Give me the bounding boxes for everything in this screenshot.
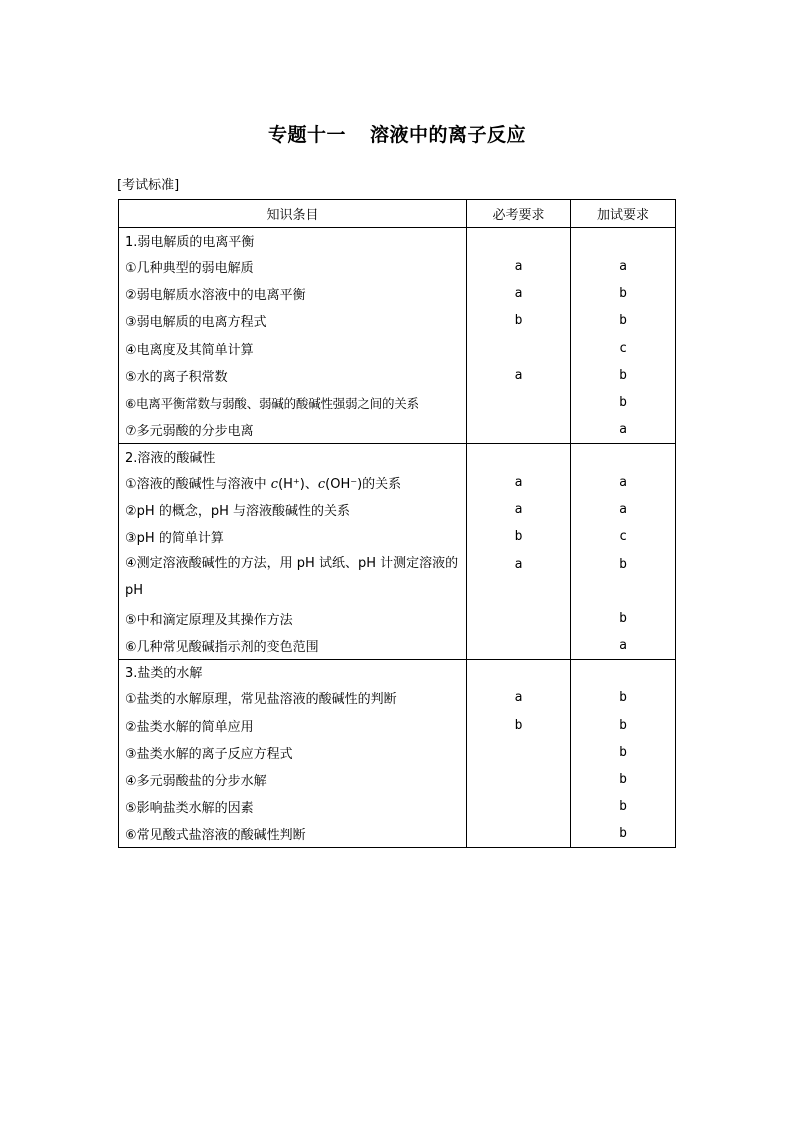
section-heading: 3.盐类的水解 bbox=[119, 659, 467, 684]
required-level bbox=[467, 793, 571, 820]
advanced-level: a bbox=[571, 496, 676, 523]
advanced-level: a bbox=[571, 469, 676, 496]
item-text: ③pH 的简单计算 bbox=[119, 523, 467, 550]
item-text: ④测定溶液酸碱性的方法，用 pH 试纸、pH 计测定溶液的 pH bbox=[119, 550, 467, 604]
required-level bbox=[467, 389, 571, 416]
table-row bbox=[119, 389, 676, 416]
item-text: ②盐类水解的简单应用 bbox=[119, 711, 467, 738]
table-row bbox=[119, 739, 676, 766]
advanced-level: b bbox=[571, 766, 676, 793]
advanced-level: b bbox=[571, 739, 676, 766]
exam-standard-table bbox=[118, 199, 676, 848]
advanced-level: b bbox=[571, 362, 676, 389]
section-heading: 2.溶液的酸碱性 bbox=[119, 444, 467, 469]
page-title bbox=[0, 120, 794, 147]
item-text: ⑤水的离子积常数 bbox=[119, 362, 467, 389]
required-level: b bbox=[467, 523, 571, 550]
title-part-2: 溶液中的离子反应 bbox=[370, 124, 527, 146]
item-text: ③弱电解质的电离方程式 bbox=[119, 307, 467, 334]
advanced-level: b bbox=[571, 550, 676, 604]
advanced-level: c bbox=[571, 334, 676, 361]
item-text: ⑤影响盐类水解的因素 bbox=[119, 793, 467, 820]
required-level: a bbox=[467, 469, 571, 496]
table-row bbox=[119, 496, 676, 523]
table-row bbox=[119, 711, 676, 738]
section-heading-row bbox=[119, 659, 676, 684]
advanced-level: b bbox=[571, 684, 676, 711]
item-text: ③盐类水解的离子反应方程式 bbox=[119, 739, 467, 766]
item-text-part: (OH⁻)的关系 bbox=[325, 476, 402, 492]
required-level bbox=[467, 821, 571, 848]
concentration-symbol: c bbox=[270, 476, 279, 492]
table-row bbox=[119, 469, 676, 496]
required-level: a bbox=[467, 684, 571, 711]
advanced-level: b bbox=[571, 604, 676, 631]
concentration-symbol: c bbox=[317, 476, 326, 492]
exam-standard-label: [考试标准] bbox=[117, 178, 180, 193]
required-level: a bbox=[467, 362, 571, 389]
required-level bbox=[467, 416, 571, 443]
table-row bbox=[119, 766, 676, 793]
table-row bbox=[119, 604, 676, 631]
item-text: ②弱电解质水溶液中的电离平衡 bbox=[119, 280, 467, 307]
item-text: ①盐类的水解原理，常见盐溶液的酸碱性的判断 bbox=[119, 684, 467, 711]
item-text: ④电离度及其简单计算 bbox=[119, 334, 467, 361]
advanced-level: c bbox=[571, 523, 676, 550]
table-row bbox=[119, 416, 676, 443]
advanced-level: b bbox=[571, 307, 676, 334]
item-text: ④多元弱酸盐的分步水解 bbox=[119, 766, 467, 793]
advanced-level: a bbox=[571, 632, 676, 659]
advanced-level: a bbox=[571, 253, 676, 280]
section-heading-row bbox=[119, 228, 676, 253]
required-level: a bbox=[467, 253, 571, 280]
required-level: b bbox=[467, 711, 571, 738]
title-part-1: 专题十一 bbox=[267, 124, 346, 146]
item-text: ⑥几种常见酸碱指示剂的变色范围 bbox=[119, 632, 467, 659]
item-text: ⑥电离平衡常数与弱酸、弱碱的酸碱性强弱之间的关系 bbox=[119, 389, 467, 416]
table-row bbox=[119, 280, 676, 307]
item-text-part: ①溶液的酸碱性与溶液中 bbox=[125, 476, 271, 492]
item-text bbox=[119, 469, 467, 496]
advanced-level: b bbox=[571, 389, 676, 416]
section-heading-row bbox=[119, 444, 676, 469]
advanced-level: b bbox=[571, 280, 676, 307]
required-level bbox=[467, 766, 571, 793]
table-row bbox=[119, 362, 676, 389]
advanced-level: a bbox=[571, 416, 676, 443]
required-level bbox=[467, 632, 571, 659]
required-level: a bbox=[467, 550, 571, 604]
table-row bbox=[119, 632, 676, 659]
table-header-row bbox=[119, 200, 676, 228]
required-level bbox=[467, 604, 571, 631]
header-knowledge-item: 知识条目 bbox=[119, 200, 467, 228]
table-row bbox=[119, 821, 676, 848]
header-required: 必考要求 bbox=[467, 200, 571, 228]
item-text: ①几种典型的弱电解质 bbox=[119, 253, 467, 280]
item-text: ②pH 的概念，pH 与溶液酸碱性的关系 bbox=[119, 496, 467, 523]
table-row bbox=[119, 550, 676, 604]
required-level: a bbox=[467, 280, 571, 307]
advanced-level: b bbox=[571, 821, 676, 848]
item-text: ⑤中和滴定原理及其操作方法 bbox=[119, 604, 467, 631]
table-row bbox=[119, 793, 676, 820]
required-level: a bbox=[467, 496, 571, 523]
required-level bbox=[467, 334, 571, 361]
required-level: b bbox=[467, 307, 571, 334]
item-text: ⑥常见酸式盐溶液的酸碱性判断 bbox=[119, 821, 467, 848]
advanced-level: b bbox=[571, 711, 676, 738]
advanced-level: b bbox=[571, 793, 676, 820]
table-row bbox=[119, 253, 676, 280]
header-advanced: 加试要求 bbox=[571, 200, 676, 228]
section-heading: 1.弱电解质的电离平衡 bbox=[119, 228, 467, 253]
table-row bbox=[119, 334, 676, 361]
item-text: ⑦多元弱酸的分步电离 bbox=[119, 416, 467, 443]
item-text-part: (H⁺)、 bbox=[278, 476, 318, 492]
table-row bbox=[119, 307, 676, 334]
required-level bbox=[467, 739, 571, 766]
table-row bbox=[119, 523, 676, 550]
table-row bbox=[119, 684, 676, 711]
